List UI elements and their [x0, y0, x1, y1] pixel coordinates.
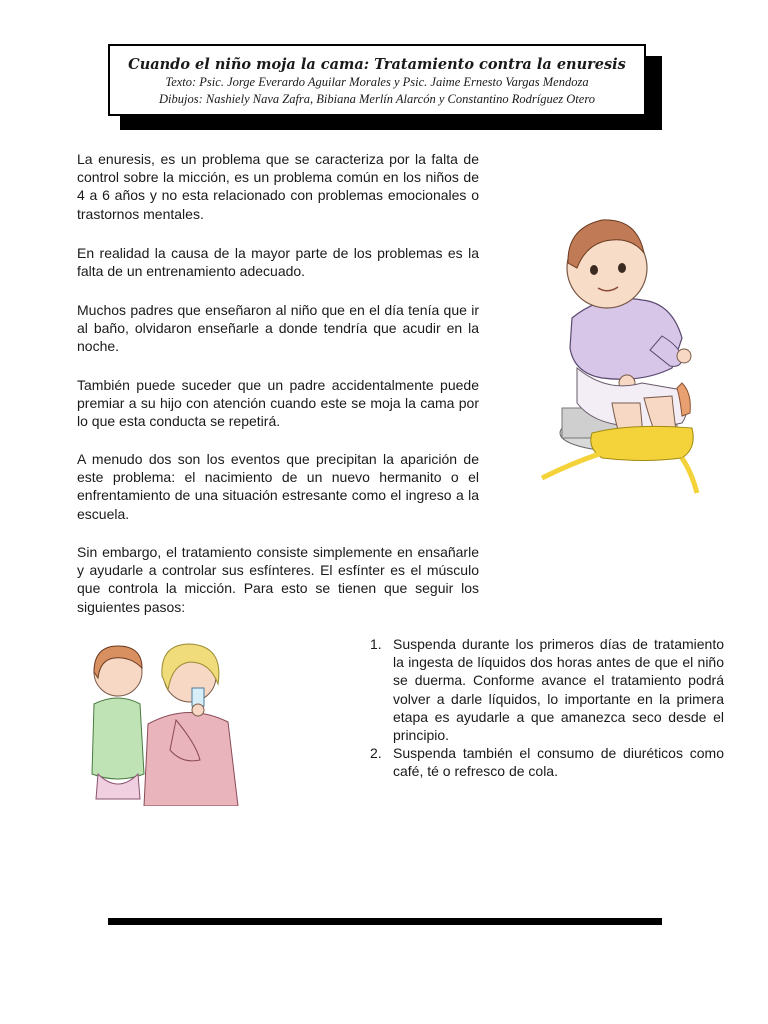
paragraph-reward: También puede suceder que un padre accidentalmente puede premiar a su hijo con atención cuando este se moja la cama por lo que esta conducta se repetirá.	[77, 377, 479, 430]
steps-list	[370, 635, 724, 781]
step-item	[370, 635, 724, 744]
document-title: Cuando el niño moja la cama: Tratamiento contra la enuresis	[128, 56, 626, 73]
paragraph-events: A menudo dos son los eventos que precipitan la aparición de este problema: el nacimiento de un nuevo hermanito o el enfrentamiento de una situación estresante como el ingreso a la escuela.	[77, 451, 479, 522]
paragraph-treatment: Sin embargo, el tratamiento consiste simplemente en ensañarle y ayudarle a controlar sus esfínteres. El esfínter es el músculo que controla la micción. Para esto se tienen que seguir los siguientes pasos:	[77, 544, 479, 615]
paragraph-cause: En realidad la causa de la mayor parte de los problemas es la falta de un entrenamiento adecuado.	[77, 245, 479, 280]
step-number: 2.	[370, 745, 382, 762]
drawings-credit: Dibujos: Nashiely Nava Zafra, Bibiana Merlín Alarcón y Constantino Rodríguez Otero	[159, 92, 595, 106]
header-box	[108, 44, 646, 116]
mother-and-child-illustration	[78, 634, 244, 806]
child-on-potty-illustration	[532, 208, 724, 496]
step-item	[370, 744, 724, 780]
paragraph-parents: Muchos padres que enseñaron al niño que en el día tenía que ir al baño, olvidaron enseñarle a donde tendría que acudir en la noche.	[77, 302, 479, 355]
step-number: 1.	[370, 636, 382, 652]
step-text: Suspenda durante los primeros días de tratamiento la ingesta de líquidos dos horas antes de que el niño se duerma. Conforme avance el tratamiento podrá volver a darle líquidos, lo importante en la primera etapa es ayudarle a que amanezca seco desde el principio.	[393, 636, 724, 744]
bottom-divider	[108, 918, 662, 925]
step-text: Suspenda también el consumo de diuréticos como café, té o refresco de cola.	[393, 745, 724, 780]
paragraph-definition: La enuresis, es un problema que se caracteriza por la falta de control sobre la micción, es un problema común en los niños de 4 a 6 años y no esta relacionado con problemas emocionales o trastornos mentales.	[77, 151, 479, 222]
text-credit: Texto: Psic. Jorge Everardo Aguilar Morales y Psic. Jaime Ernesto Vargas Mendoza	[165, 75, 589, 89]
